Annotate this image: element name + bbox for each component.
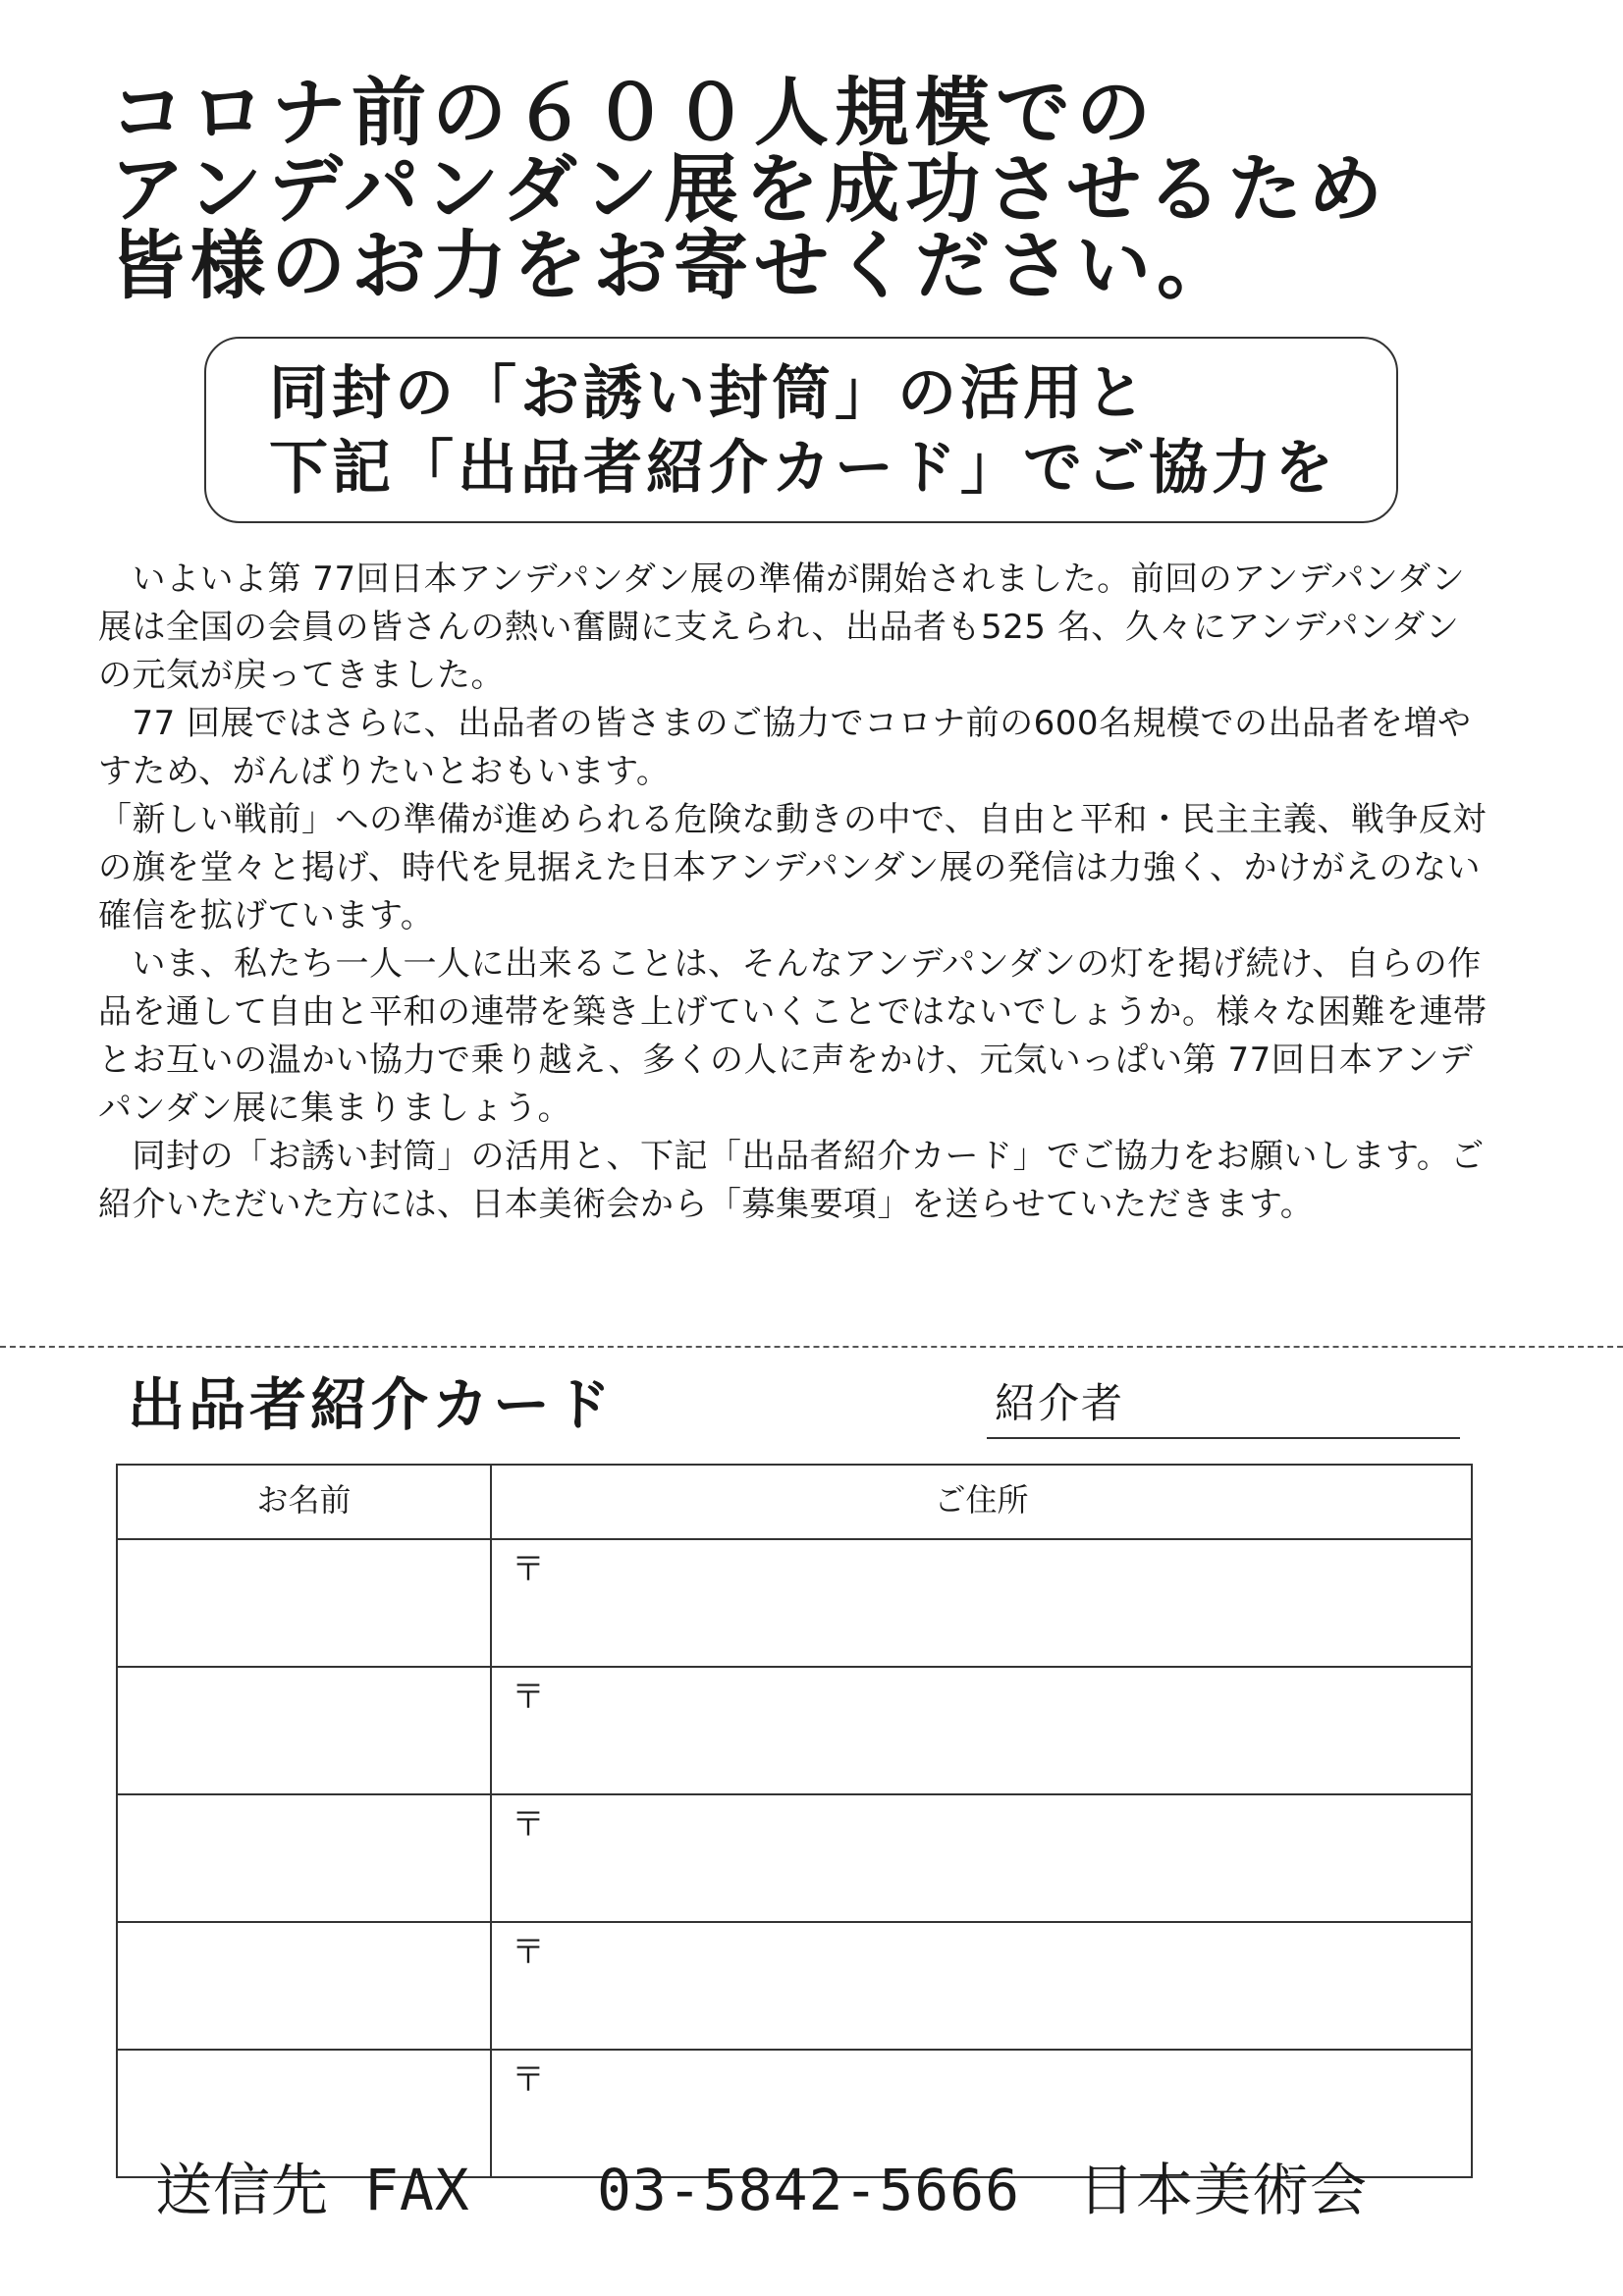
name-cell[interactable] <box>117 1922 491 2050</box>
address-cell[interactable] <box>491 1794 1472 1922</box>
table-row <box>117 1922 1472 2050</box>
table-row <box>117 1794 1472 1922</box>
column-header-name: お名前 <box>117 1465 491 1539</box>
callout-line-2: 下記「出品者紹介カード」でご協力を <box>269 434 1337 503</box>
headline-line-3: 皆様のお力をお寄せください。 <box>110 222 1237 309</box>
introducer-label: 紹介者 <box>995 1379 1125 1427</box>
entry-table <box>116 1464 1473 2178</box>
headline <box>110 69 1543 309</box>
card-title: 出品者紹介カード <box>128 1371 616 1438</box>
table-header-row <box>117 1465 1472 1539</box>
callout-line-1: 同封の「お誘い封筒」の活用と <box>269 359 1149 428</box>
headline-line-2: アンデパンダン展を成功させるため <box>110 145 1389 233</box>
body-paragraph-1: いよいよ第 77回日本アンデパンダン展の準備が開始されました。前回のアンデパンダン展は全国の会員の皆さんの熱い奮闘に支えられ、出品者も525 名、久々にアンデパンダンの元気が戻ってきました。 <box>98 560 1466 695</box>
address-cell[interactable] <box>491 1922 1472 2050</box>
body-paragraph-2: 77 回展ではさらに、出品者の皆さまのご協力でコロナ前の600名規模での出品者を増やすため、がんばりたいとおもいます。 <box>98 704 1472 791</box>
postal-mark: 〒 <box>512 2060 545 2100</box>
callout-box <box>204 337 1398 523</box>
name-cell[interactable] <box>117 1794 491 1922</box>
fax-number: 03-5842-5666 <box>597 2157 1021 2223</box>
body-paragraph-4: いま、私たち一人一人に出来ることは、そんなアンデパンダンの灯を掲げ続け、自らの作品を通して自由と平和の連帯を築き上げていくことではないでしょうか。様々な困難を連帯とお互いの温かい協力で乗り越え、多くの人に声をかけ、元気いっぱい第 77回日本アンデパンダン展に集まりましょう。 <box>98 944 1488 1128</box>
postal-mark: 〒 <box>512 1678 545 1717</box>
body-paragraph-3: 「新しい戦前」への準備が進められる危険な動きの中で、自由と平和・民主主義、戦争反対の旗を堂々と掲げ、時代を見据えた日本アンデパンダン展の発信は力強く、かけがえのない確信を拡げています。 <box>98 800 1487 935</box>
organization-name: 日本美術会 <box>1078 2157 1369 2223</box>
column-header-address: ご住所 <box>491 1465 1472 1539</box>
introducer-field[interactable] <box>987 1374 1460 1439</box>
headline-line-1: コロナ前の６００人規模での <box>110 69 1157 156</box>
footer-fax <box>155 2156 1510 2224</box>
address-cell[interactable] <box>491 1539 1472 1667</box>
fax-label: 送信先 FAX <box>155 2157 470 2223</box>
body-paragraph-5: 同封の「お誘い封筒」の活用と、下記「出品者紹介カード」でご協力をお願いします。ご紹介いただいた方には、日本美術会から「募集要項」を送らせていただきます。 <box>98 1137 1485 1224</box>
postal-mark: 〒 <box>512 1550 545 1589</box>
table-row <box>117 1539 1472 1667</box>
body-text <box>98 556 1492 1229</box>
name-cell[interactable] <box>117 1539 491 1667</box>
address-cell[interactable] <box>491 1667 1472 1794</box>
postal-mark: 〒 <box>512 1933 545 1972</box>
table-row <box>117 1667 1472 1794</box>
postal-mark: 〒 <box>512 1805 545 1844</box>
cut-line <box>0 1346 1623 1348</box>
name-cell[interactable] <box>117 1667 491 1794</box>
